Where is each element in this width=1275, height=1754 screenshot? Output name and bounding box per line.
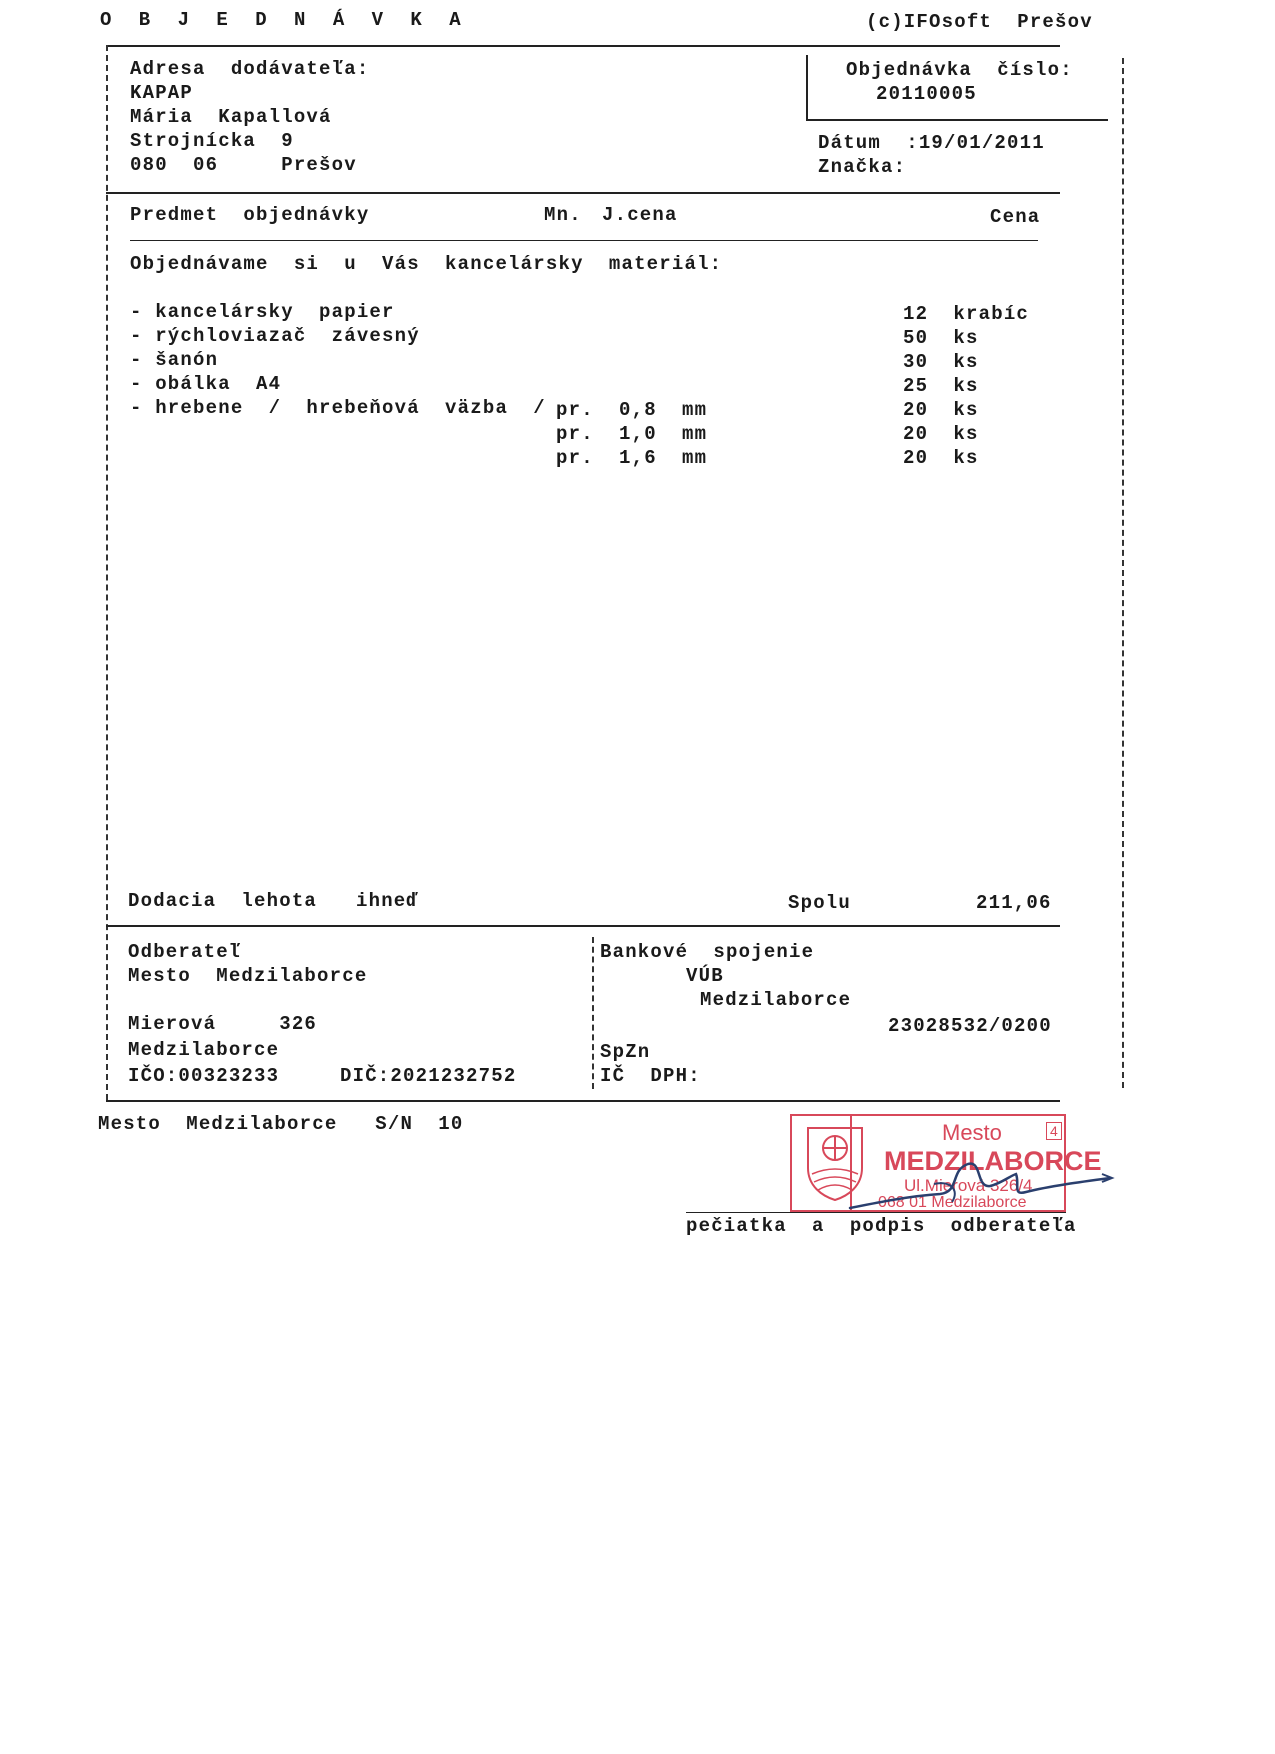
customer-note: Mesto Medzilaborce S/N 10	[98, 1113, 464, 1135]
document-title: O B J E D N Á V K A	[100, 9, 469, 31]
item-name: - obálka A4	[130, 373, 282, 395]
item-name: - šanón	[130, 349, 219, 371]
item-qty: 20 ks	[903, 447, 979, 469]
order-number: 20110005	[876, 83, 977, 105]
table-header-underline	[130, 240, 1038, 241]
totals-divider	[106, 925, 1060, 927]
customer-street: Mierová 326	[128, 1013, 318, 1035]
frame-right-line	[1122, 58, 1126, 1088]
stamp-number: 4	[1046, 1122, 1062, 1140]
customer-city: Medzilaborce	[128, 1039, 280, 1061]
frame-top-line	[106, 45, 1060, 47]
bank-branch: Medzilaborce	[700, 989, 852, 1011]
order-date: Dátum :19/01/2011	[818, 132, 1045, 154]
order-box-bottom-line	[806, 119, 1108, 121]
supplier-city: 080 06 Prešov	[130, 154, 357, 176]
bank-spzn: SpZn	[600, 1041, 651, 1063]
item-qty: 25 ks	[903, 375, 979, 397]
item-name: - kancelársky papier	[130, 301, 395, 323]
bank-account: 23028532/0200	[888, 1015, 1052, 1037]
item-name: - hrebene / hrebeňová väzba /	[130, 397, 546, 419]
order-intro: Objednávame si u Vás kancelársky materiál:	[130, 253, 723, 275]
col-qty-header: Mn.	[544, 204, 582, 226]
supplier-street: Strojnícka 9	[130, 130, 294, 152]
customer-label: Odberateľ	[128, 941, 242, 963]
bank-ic-dph: IČ DPH:	[600, 1065, 701, 1087]
header-section-divider	[106, 192, 1060, 194]
signature-line	[686, 1212, 1066, 1213]
bank-column-divider	[592, 937, 596, 1089]
bank-label: Bankové spojenie	[600, 941, 815, 963]
col-subject-header: Predmet objednávky	[130, 204, 370, 226]
item-qty: 30 ks	[903, 351, 979, 373]
item-qty: 20 ks	[903, 399, 979, 421]
signature-label: pečiatka a podpis odberateľa	[686, 1215, 1077, 1237]
item-qty: 50 ks	[903, 327, 979, 349]
item-variant: pr. 0,8 mm	[556, 399, 708, 421]
customer-name: Mesto Medzilaborce	[128, 965, 368, 987]
order-mark: Značka:	[818, 156, 907, 178]
supplier-name: KAPAP	[130, 82, 194, 104]
item-variant: pr. 1,6 mm	[556, 447, 708, 469]
supplier-label: Adresa dodávateľa:	[130, 58, 370, 80]
copyright-note: (c)IFOsoft Prešov	[866, 11, 1093, 33]
total-label: Spolu	[788, 892, 852, 914]
item-qty: 12 krabíc	[903, 303, 1030, 325]
customer-ico: IČO:00323233	[128, 1065, 280, 1087]
delivery-value: ihneď	[356, 890, 420, 912]
total-value: 211,06	[976, 892, 1052, 914]
signature	[840, 1150, 1120, 1220]
frame-bottom-line	[106, 1100, 1060, 1102]
stamp-line-4: 068 01 Medzilaborce	[878, 1194, 1027, 1211]
frame-left-line	[106, 45, 110, 1100]
item-qty: 20 ks	[903, 423, 979, 445]
supplier-person: Mária Kapallová	[130, 106, 332, 128]
stamp-line-1: Mesto	[942, 1120, 1002, 1145]
stamp-line-3: Ul.Mierová 326/4	[904, 1176, 1033, 1195]
col-unit-price-header: J.cena	[602, 204, 678, 226]
col-price-header: Cena	[990, 206, 1041, 228]
stamp-line-2: MEDZILABORCE	[884, 1146, 1102, 1176]
item-variant: pr. 1,0 mm	[556, 423, 708, 445]
bank-name: VÚB	[686, 965, 724, 987]
order-number-label: Objednávka číslo:	[846, 59, 1073, 81]
order-box-left-line	[806, 55, 808, 121]
customer-dic: DIČ:2021232752	[340, 1065, 517, 1087]
delivery-label: Dodacia lehota	[128, 890, 318, 912]
item-name: - rýchloviazač závesný	[130, 325, 420, 347]
